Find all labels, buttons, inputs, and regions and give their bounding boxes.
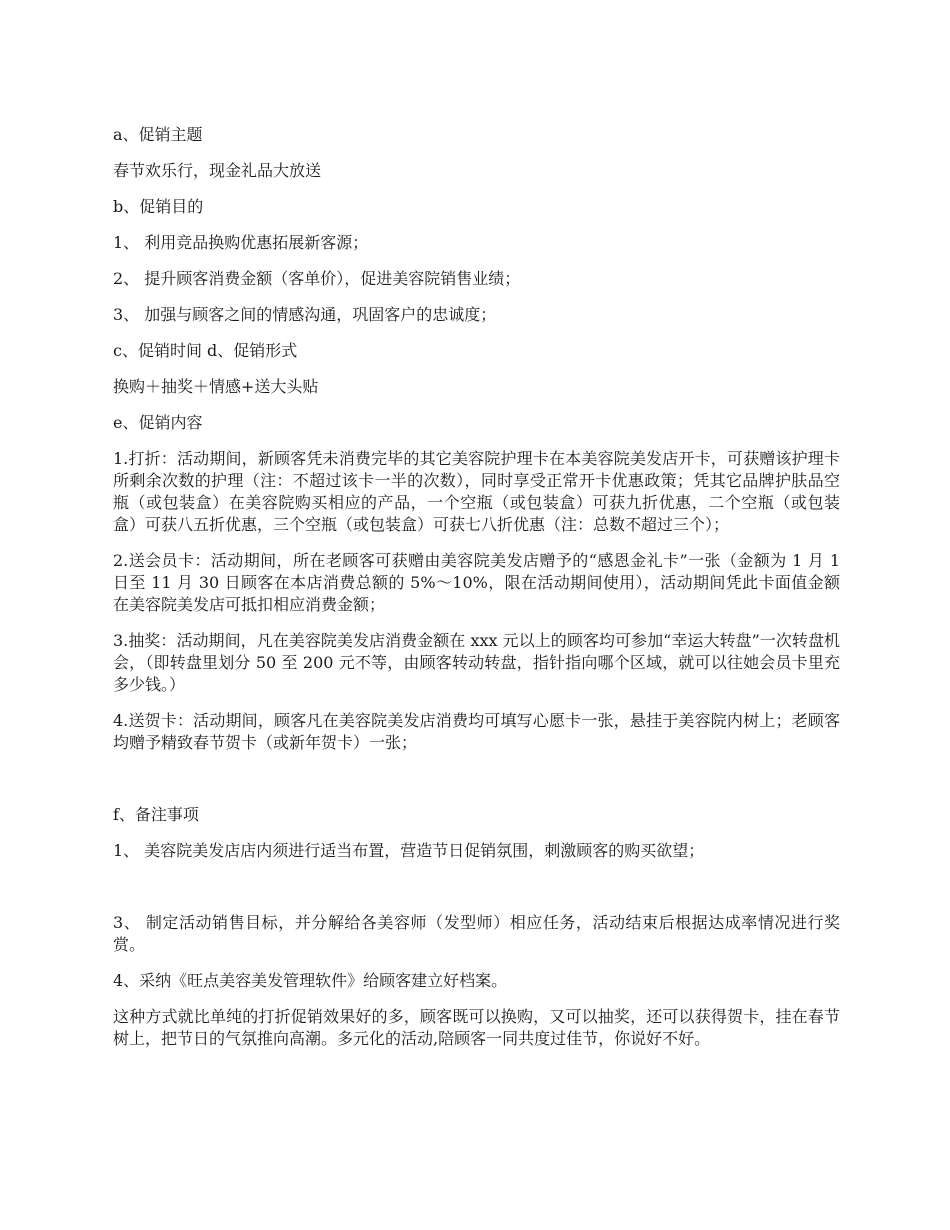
document-body bbox=[113, 124, 840, 1064]
promotion-form: 换购＋抽奖＋情感+送大头贴 bbox=[113, 377, 319, 396]
content-item-discount: 1.打折：活动期间，新顾客凭未消费完毕的其它美容院护理卡在本美容院美发店开卡，可获赠该护理卡所剩余次数的护理（注：不超过该卡一半的次数），同时享受正常开卡优惠政策；凭其它品牌护肤品空瓶（或包装盒）在美容院购买相应的产品，一个空瓶（或包装盒）可获九折优惠，二个空瓶（或包装盒）可获八五折优惠，三个空瓶（或包装盒）可获七八折优惠（注：总数不超过三个）； bbox=[113, 449, 840, 534]
promotion-theme: 春节欢乐行，现金礼品大放送 bbox=[113, 161, 322, 180]
section-f-heading: f、备注事项 bbox=[113, 805, 199, 824]
purpose-item: 1、 利用竞品换购优惠拓展新客源； bbox=[113, 233, 369, 252]
note-item: 3、 制定活动销售目标，并分解给各美容师（发型师）相应任务，活动结束后根据达成率情况进行奖赏。 bbox=[113, 913, 840, 954]
spacer bbox=[113, 876, 840, 912]
conclusion-paragraph: 这种方式就比单纯的打折促销效果好的多，顾客既可以换购，又可以抽奖，还可以获得贺卡，挂在春节树上，把节日的气氛推向高潮。多元化的活动,陪顾客一同共度过佳节，你说好不好。 bbox=[113, 1007, 840, 1048]
purpose-item: 3、 加强与顾客之间的情感沟通，巩固客户的忠诚度； bbox=[113, 305, 497, 324]
content-item-greeting-card: 4.送贺卡：活动期间，顾客凡在美容院美发店消费均可填写心愿卡一张，悬挂于美容院内树上；老顾客均赠予精致春节贺卡（或新年贺卡）一张； bbox=[113, 711, 840, 752]
section-cd-heading: c、促销时间 d、促销形式 bbox=[113, 341, 298, 360]
section-e-heading: e、促销内容 bbox=[113, 413, 203, 432]
spacer bbox=[113, 768, 840, 804]
content-item-member-card: 2.送会员卡：活动期间，所在老顾客可获赠由美容院美发店赠予的“感恩金礼卡”一张（金额为 1 月 1 日至 11 月 30 日顾客在本店消费总额的 5%～10%，限在活动期间使用），活动期间凭此卡面值金额在美容院美发店可抵扣相应消费金额； bbox=[113, 551, 840, 614]
note-item: 1、 美容院美发店店内须进行适当布置，营造节日促销氛围，刺激顾客的购买欲望； bbox=[113, 841, 705, 860]
section-b-heading: b、促销目的 bbox=[113, 197, 204, 216]
note-item: 4、采纳《旺点美容美发管理软件》给顾客建立好档案。 bbox=[113, 971, 508, 990]
purpose-item: 2、 提升顾客消费金额（客单价），促进美容院销售业绩； bbox=[113, 269, 521, 288]
section-a-heading: a、促销主题 bbox=[113, 125, 203, 144]
content-item-lottery: 3.抽奖：活动期间，凡在美容院美发店消费金额在 xxx 元以上的顾客均可参加“幸运大转盘”一次转盘机会，（即转盘里划分 50 至 200 元不等，由顾客转动转盘，指针指向哪个区域，就可以往她会员卡里充多少钱。） bbox=[113, 631, 840, 694]
